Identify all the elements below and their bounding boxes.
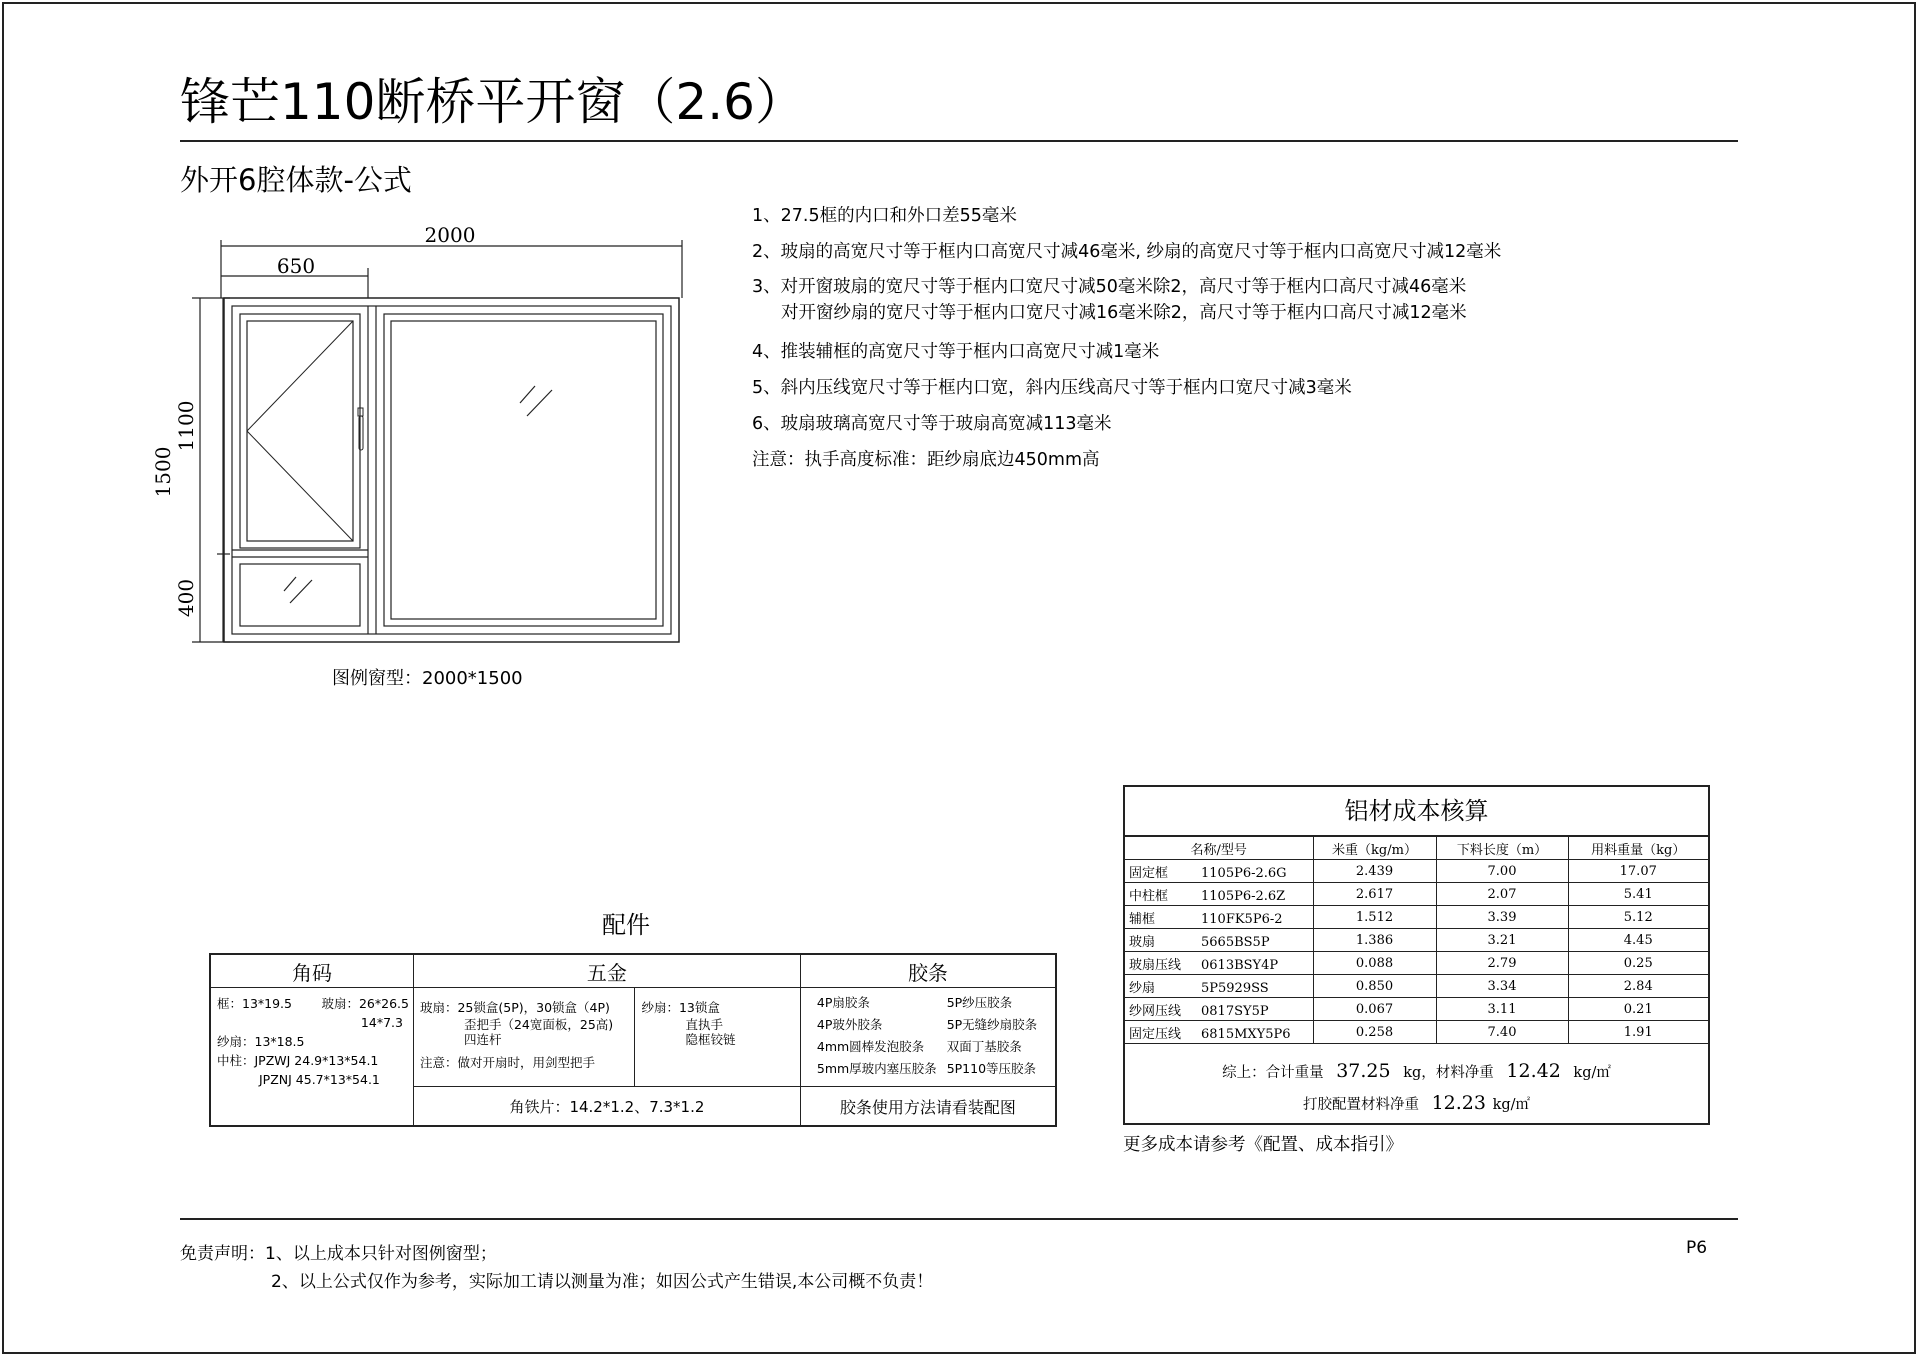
disclaimer-line-1: 免责声明：1、以上成本只针对图例窗型； [180,1244,497,1264]
strip-cell [800,988,1056,1087]
strip-left-1: 4P扇胶条 [816,995,870,1010]
hardware-glass-3: 四连杆 [463,1032,502,1047]
disclaimer-line-2: 2、以上公式仅作为参考，实际加工请以测量为准；如因公式产生错误,本公司概不负责！ [271,1272,934,1292]
table-row: 纱网压线 0817SY5P 0.067 3.11 0.21 [1125,998,1708,1021]
corner-plate: 角铁片：14.2*1.2、7.3*1.2 [413,1087,800,1127]
summary-unit-2: kg/㎡ [1492,1097,1531,1113]
hardware-glass-cell [413,988,635,1087]
aluminum-cost-title: 铝材成本核算 [1125,787,1708,836]
dim-sash-label: 650 [276,254,316,278]
strip-left-4: 5mm厚玻内塞压胶条 [816,1061,937,1076]
page-number: P6 [1686,1238,1708,1258]
note-4: 4、推装辅框的高宽尺寸等于框内口高宽尺寸减1毫米 [752,342,1160,362]
header-corner: 角码 [210,954,413,988]
summary-label-glue: 打胶配置材料净重 [1302,1097,1419,1113]
glue-net-weight: 12.23 [1431,1092,1486,1114]
strip-note: 胶条使用方法请看装配图 [800,1087,1056,1127]
summary-label-total: 综上：合计重量 [1222,1065,1324,1081]
dim-height-label: 1500 [151,446,175,498]
table-row: 中柱框 1105P6-2.6Z 2.617 2.07 5.41 [1125,883,1708,906]
col-weight-per-m: 米重（kg/m） [1313,837,1436,860]
hardware-screen-cell [635,988,800,1087]
strip-left-2: 4P玻外胶条 [816,1017,883,1032]
page-title: 锋芒110断桥平开窗（2.6） [180,73,805,131]
note-3 [752,270,1501,334]
dim-upper-label: 1100 [174,400,198,452]
note-1: 1、27.5框的内口和外口差55毫米 [752,206,1017,226]
aluminum-cost-box [1123,785,1710,1125]
net-weight: 12.42 [1506,1060,1561,1082]
strip-right-4: 5P110等压胶条 [946,1061,1037,1076]
corner-glass-sash: 玻扇：26*26.5 [321,996,409,1011]
page-subtitle: 外开6腔体款-公式 [180,163,412,197]
table-row: 辅框 110FK5P6-2 1.512 3.39 5.12 [1125,906,1708,929]
table-row: 玻扇压线 0613BSY4P 0.088 2.79 0.25 [1125,952,1708,975]
cost-summary [1125,1044,1708,1120]
strip-right-1: 5P纱压胶条 [946,995,1013,1010]
lower-fixed-pane [240,564,360,626]
strip-right-3: 双面丁基胶条 [946,1039,1022,1054]
corner-mullion-1: 中柱：JPZWJ 24.9*13*54.1 [217,1053,379,1068]
col-length: 下料长度（m） [1436,837,1568,860]
corner-mullion-2: JPZNJ 45.7*13*54.1 [259,1072,380,1087]
hardware-glass-1: 玻扇：25锁盒(5P)，30锁盒（4P) [419,1000,610,1015]
disclaimer [180,1240,933,1296]
right-fixed-pane [384,314,663,626]
note-handle: 注意：执手高度标准：距纱扇底边450mm高 [752,450,1100,470]
header-hardware: 五金 [413,954,800,988]
drawing-caption: 图例窗型：2000*1500 [332,668,523,689]
aluminum-cost-table [1125,836,1708,1044]
footer-divider [180,1218,1738,1220]
table-row: 玻扇 5665BS5P 1.386 3.21 4.45 [1125,929,1708,952]
header-strip: 胶条 [800,954,1056,988]
summary-label-net: kg，材料净重 [1403,1065,1494,1081]
corner-glass-sash-2: 14*7.3 [360,1015,403,1030]
strip-left-3: 4mm圆棒发泡胶条 [816,1039,925,1054]
note-3a: 3、对开窗玻扇的宽尺寸等于框内口宽尺寸减50毫米除2，高尺寸等于框内口高尺寸减46毫米 [752,277,1467,297]
corner-frame: 框：13*19.5 [217,996,292,1011]
dim-lower-label: 400 [174,578,198,618]
table-row: 固定框 1105P6-2.6G 2.439 7.00 17.07 [1125,860,1708,883]
corner-screen-sash: 纱扇：13*18.5 [217,1034,305,1049]
col-total: 用料重量（kg） [1568,837,1708,860]
formula-notes [752,198,1501,478]
summary-unit-1: kg/㎡ [1573,1065,1611,1081]
note-3b: 对开窗纱扇的宽尺寸等于框内口宽尺寸减16毫米除2，高尺寸等于框内口高尺寸减12毫米 [781,303,1467,323]
hardware-glass-note: 注意：做对开扇时，用剑型把手 [419,1055,595,1070]
note-6: 6、玻扇玻璃高宽尺寸等于玻扇高宽减113毫米 [752,414,1112,434]
title-divider [180,140,1738,142]
table-row: 纱扇 5P5929SS 0.850 3.34 2.84 [1125,975,1708,998]
hardware-screen-2: 直执手 [685,1017,723,1032]
hardware-screen-3: 隐框铰链 [685,1032,736,1047]
note-5: 5、斜内压线宽尺寸等于框内口宽，斜内压线高尺寸等于框内口宽尺寸减3毫米 [752,378,1352,398]
corner-cell [210,988,413,1127]
outer-frame [224,298,679,642]
hardware-screen-1: 纱扇：13锁盒 [641,1000,720,1015]
more-cost-reference: 更多成本请参考《配置、成本指引》 [1123,1135,1403,1155]
window-drawing [140,218,700,658]
strip-right-2: 5P无缝纱扇胶条 [946,1017,1038,1032]
table-row: 固定压线 6815MXY5P6 0.258 7.40 1.91 [1125,1021,1708,1044]
note-2: 2、玻扇的高宽尺寸等于框内口高宽尺寸减46毫米, 纱扇的高宽尺寸等于框内口高宽尺寸减12毫米 [752,242,1502,262]
dim-width-label: 2000 [424,223,476,247]
accessories-table [209,953,1057,1127]
total-weight: 37.25 [1336,1060,1391,1082]
casement-sash [240,314,360,548]
hardware-glass-2: 歪把手（24宽面板，25高) [463,1017,614,1032]
col-name: 名称/型号 [1125,837,1313,860]
accessories-title: 配件 [602,911,650,939]
